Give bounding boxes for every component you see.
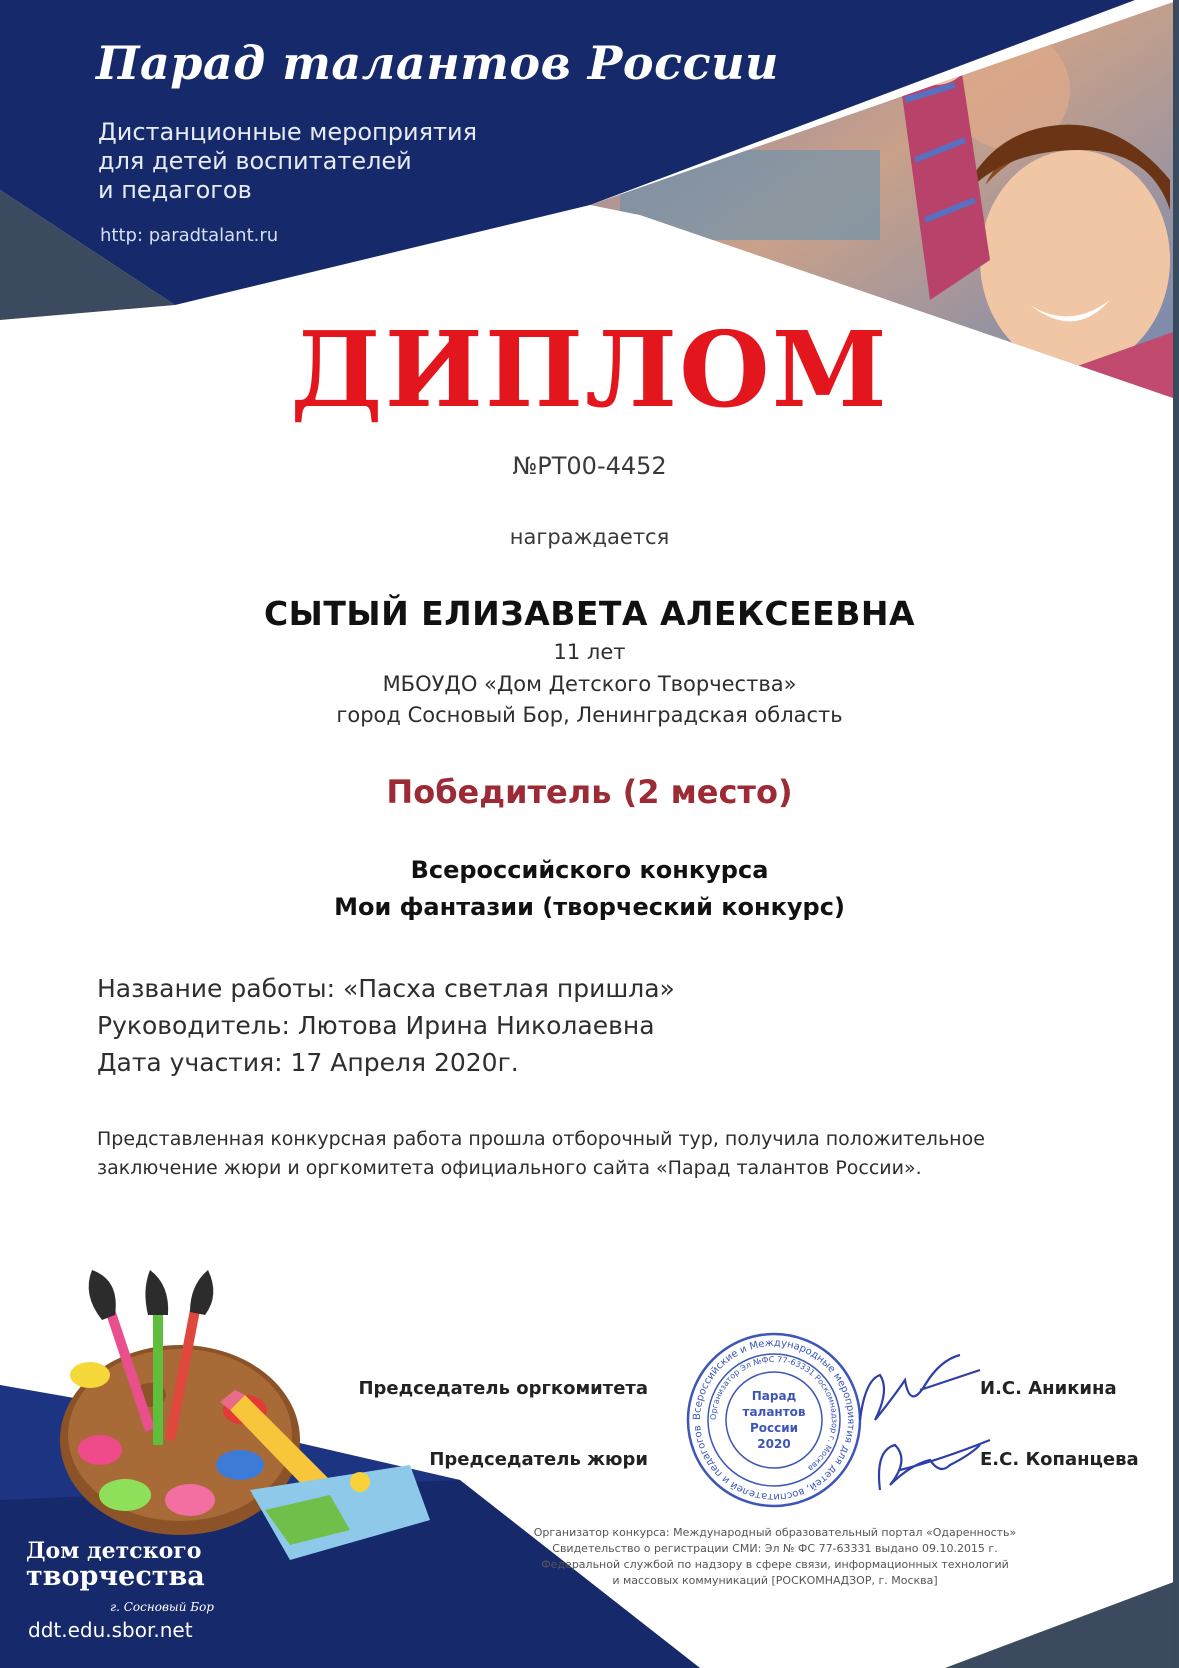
signature-role-orgcommittee: Председатель оргкомитета: [358, 1378, 648, 1399]
stamp-inner-ring-text: Организатор Эл №ФС 77-63331 Роскомнадзор г. Москва: [708, 1354, 840, 1474]
organizer-line-4: и массовых коммуникаций [РОСКОМНАДЗОР, г. Москва]: [612, 1574, 938, 1587]
site-url: http: paradtalant.ru: [100, 225, 279, 246]
brand-title: Парад талантов России: [96, 36, 779, 90]
handwritten-signatures: [850, 1350, 1000, 1500]
signature-name-jury: Е.С. Копанцева: [980, 1449, 1139, 1470]
contest-line-2: Мои фантазии (творческий конкурс): [334, 893, 845, 921]
subtitle-line-1: Дистанционные мероприятия: [98, 118, 478, 146]
organizer-line-3: Федеральной службой по надзору в сфере связи, информационных технологий: [541, 1558, 1009, 1571]
ddt-logo-city: г. Сосновый Бор: [110, 1600, 214, 1614]
contest-line-1: Всероссийского конкурса: [410, 856, 769, 884]
awarded-label: награждается: [509, 525, 670, 549]
stamp-line-1: Парад: [751, 1389, 797, 1403]
ddt-logo-line-1: Дом детского: [26, 1538, 202, 1564]
signature-name-orgcommittee: И.С. Аникина: [980, 1378, 1117, 1399]
signature-role-jury: Председатель жюри: [429, 1449, 648, 1470]
note-line-2: заключение жюри и оргкомитета официального сайта «Парад талантов России».: [97, 1157, 922, 1179]
recipient-institution: МБОУДО «Дом Детского Творчества»: [382, 672, 797, 696]
recipient-name: СЫТЫЙ ЕЛИЗАВЕТА АЛЕКСЕЕВНА: [263, 594, 916, 633]
stamp-line-4: 2020: [757, 1437, 791, 1451]
note-line-1: Представленная конкурсная работа прошла отборочный тур, получила положительное: [97, 1128, 985, 1150]
organizer-line-1: Организатор конкурса: Международный образовательный портал «Одаренность»: [533, 1526, 1017, 1539]
subtitle-line-3: и педагогов: [98, 176, 252, 204]
recipient-location: город Сосновый Бор, Ленинградская область: [336, 703, 843, 727]
stamp-ring-text: Всероссийские и Международные мероприятия для детей, воспитателей и педагогов: [691, 1337, 857, 1503]
palette-illustration: [30, 1270, 450, 1570]
ddt-logo: [26, 1538, 205, 1590]
right-edge: [1173, 0, 1179, 1668]
ddt-url: ddt.edu.sbor.net: [28, 1618, 193, 1642]
recipient-age: 11 лет: [553, 640, 626, 664]
stamp-line-2: талантов: [742, 1405, 806, 1419]
work-title: Название работы: «Пасха светлая пришла»: [97, 974, 675, 1003]
diploma-title: ДИПЛОМ: [290, 308, 889, 431]
subtitle-line-2: для детей воспитателей: [98, 147, 412, 175]
work-supervisor: Руководитель: Лютова Ирина Николаевна: [97, 1011, 655, 1040]
organizer-line-2: Свидетельство о регистрации СМИ: Эл № ФС 77-63331 выдано 09.10.2015 г.: [552, 1542, 998, 1555]
stamp-line-3: России: [749, 1421, 799, 1435]
diploma-number: №РТ00-4452: [512, 452, 667, 480]
official-stamp: [684, 1330, 864, 1510]
ddt-logo-line-2: творчества: [26, 1561, 205, 1592]
place-award: Победитель (2 место): [386, 773, 793, 811]
work-date: Дата участия: 17 Апреля 2020г.: [97, 1048, 519, 1077]
